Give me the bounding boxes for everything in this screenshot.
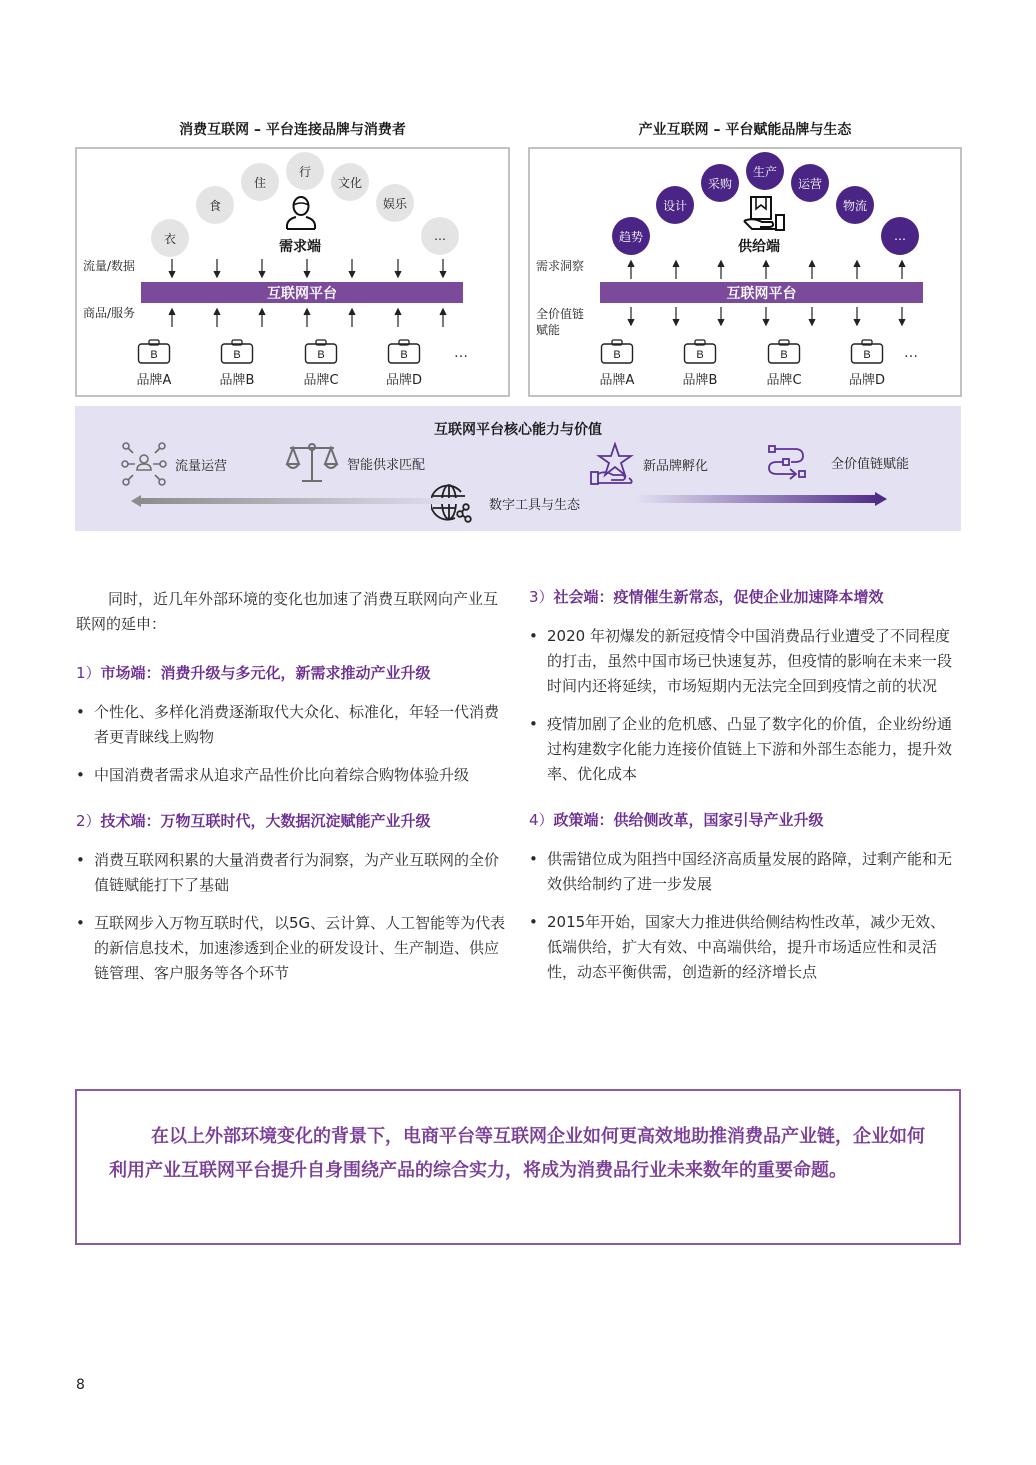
arrow-up-icon xyxy=(897,259,907,279)
svg-text:B: B xyxy=(863,349,871,361)
arrow-up-icon xyxy=(438,307,448,327)
briefcase-icon xyxy=(850,339,884,365)
internet-platform-bar: 互联网平台 xyxy=(600,282,923,303)
bullet-item: • 2015年开始，国家大力推进供给侧结构性改革，减少无效、低端供给，扩大有效、中高端供给，提升市场适应性和灵活性，动态平衡供需，创造新的经济增长点 xyxy=(529,910,959,985)
briefcase-icon xyxy=(387,339,421,365)
svg-text:B: B xyxy=(400,349,408,361)
bullet-item: • 疫情加剧了企业的危机感、凸显了数字化的价值，企业纷纷通过构建数字化能力连接价值链上下游和外部生态能力，提升效率、优化成本 xyxy=(529,712,959,787)
value-chain-circle: 趋势 xyxy=(612,217,650,255)
capability-label: 全价值链赋能 xyxy=(831,456,910,472)
arrow-down-icon xyxy=(626,307,636,327)
brand-label: 品牌D xyxy=(848,373,885,388)
brand-label: 品牌D xyxy=(385,373,422,388)
brand-item xyxy=(207,339,267,388)
bullet-item: • 消费互联网积累的大量消费者行为洞察，为产业互联网的全价值链赋能打下了基础 xyxy=(76,848,506,898)
category-circle: 住 xyxy=(241,163,279,201)
brand-item xyxy=(837,339,897,388)
capability-label: 数字工具与生态 xyxy=(489,497,581,513)
capability-label: 流量运营 xyxy=(175,458,228,474)
left-text-column xyxy=(76,587,506,986)
category-circle: 衣 xyxy=(151,219,189,257)
section-heading-market: 1）市场端：消费升级与多元化，新需求推动产业升级 xyxy=(76,664,431,682)
arrow-down-icon xyxy=(212,259,222,279)
arrow-down-icon xyxy=(347,259,357,279)
section-heading-social: 3）社会端：疫情催生新常态，促使企业加速降本增效 xyxy=(529,588,884,606)
arrow-down-icon xyxy=(852,307,862,327)
svg-text:B: B xyxy=(317,349,325,361)
value-chain-circle: 生产 xyxy=(746,152,784,190)
consumer-diagram-title: 消费互联网 – 平台连接品牌与消费者 xyxy=(179,122,406,138)
arrow-down-icon xyxy=(167,259,177,279)
value-chain-circle: 运营 xyxy=(791,164,829,202)
arrow-up-icon xyxy=(347,307,357,327)
demand-side-label: 需求端 xyxy=(279,239,321,255)
bullet-item: • 个性化、多样化消费逐渐取代大众化、标准化，年轻一代消费者更青睐线上购物 xyxy=(76,700,506,750)
arrow-down-icon xyxy=(897,307,907,327)
value-chain-label-line2: 赋能 xyxy=(536,323,561,337)
left-gradient-arrow xyxy=(131,495,461,507)
capability-traffic-ops xyxy=(121,442,227,486)
callout-text: 在以上外部环境变化的背景下，电商平台等互联网企业如何更高效地助推消费品产业链，企业如何利用产业互联网平台提升自身围绕产品的综合实力，将成为消费品行业未来数年的重要命题。 xyxy=(109,1126,925,1181)
bullet-item: • 互联网步入万物互联时代，以5G、云计算、人工智能等为代表的新信息技术，加速渗透到企业的研发设计、生产制造、供应链管理、客户服务等各个环节 xyxy=(76,911,506,986)
svg-text:B: B xyxy=(150,349,158,361)
value-chain-circle: 设计 xyxy=(656,186,694,224)
arrow-down-icon xyxy=(257,259,267,279)
arrow-up-icon xyxy=(671,259,681,279)
arrow-up-icon xyxy=(761,259,771,279)
capability-full-value-chain xyxy=(767,444,909,480)
arrow-down-icon xyxy=(761,307,771,327)
arrow-up-icon xyxy=(393,307,403,327)
right-text-column xyxy=(529,574,959,985)
core-capabilities-panel xyxy=(75,406,961,531)
svg-text:B: B xyxy=(613,349,621,361)
consumer-diagram xyxy=(75,147,510,397)
internet-platform-bar: 互联网平台 xyxy=(141,282,463,303)
balance-scale-icon xyxy=(285,442,339,484)
arrow-down-icon xyxy=(438,259,448,279)
arrow-up-icon xyxy=(626,259,636,279)
arrow-down-icon xyxy=(716,307,726,327)
brand-label: 品牌B xyxy=(219,373,255,388)
category-circle: 文化 xyxy=(331,163,369,201)
brand-label: 品牌C xyxy=(303,373,339,388)
svg-text:B: B xyxy=(696,349,704,361)
capability-label: 智能供求匹配 xyxy=(347,457,426,473)
conclusion-callout xyxy=(75,1089,961,1245)
brand-item xyxy=(291,339,351,388)
page-number: 8 xyxy=(76,1377,85,1393)
value-chain-label xyxy=(536,306,584,338)
brand-item xyxy=(124,339,184,388)
arrow-up-icon xyxy=(212,307,222,327)
arrow-down-icon xyxy=(393,259,403,279)
industrial-diagram-title: 产业互联网 – 平台赋能品牌与生态 xyxy=(638,122,852,138)
section-heading-policy: 4）政策端：供给侧改革，国家引导产业升级 xyxy=(529,811,824,829)
industrial-diagram xyxy=(528,147,962,397)
briefcase-icon xyxy=(767,339,801,365)
right-gradient-arrow xyxy=(635,492,887,506)
brand-item xyxy=(587,339,647,388)
network-people-icon xyxy=(121,442,167,486)
core-capabilities-title: 互联网平台核心能力与价值 xyxy=(434,422,602,438)
brand-item xyxy=(670,339,730,388)
arrow-down-icon xyxy=(671,307,681,327)
section-heading-tech: 2）技术端：万物互联时代，大数据沉淀赋能产业升级 xyxy=(76,812,431,830)
category-circle: 食 xyxy=(196,186,234,224)
value-chain-circle: … xyxy=(881,217,919,255)
more-brands-ellipsis: … xyxy=(904,345,919,361)
brand-label: 品牌B xyxy=(682,373,718,388)
demand-insight-label: 需求洞察 xyxy=(536,259,585,273)
intro-paragraph: 同时，近几年外部环境的变化也加速了消费互联网向产业互联网的延申： xyxy=(76,590,499,633)
flow-path-icon xyxy=(767,444,811,480)
briefcase-icon xyxy=(220,339,254,365)
capability-supply-demand-match xyxy=(285,442,425,484)
brand-label: 品牌A xyxy=(599,373,635,388)
briefcase-icon xyxy=(600,339,634,365)
capability-new-brand-incubation xyxy=(589,442,708,486)
arrow-up-icon xyxy=(716,259,726,279)
arrow-up-icon xyxy=(852,259,862,279)
brand-label: 品牌A xyxy=(136,373,172,388)
value-chain-circle: 物流 xyxy=(836,186,874,224)
bullet-item: • 中国消费者需求从追求产品性价比向着综合购物体验升级 xyxy=(76,763,506,788)
bullet-item: • 2020 年初爆发的新冠疫情令中国消费品行业遭受了不同程度的打击，虽然中国市场已快速复苏，但疫情的影响在未来一段时间内还将延续，市场短期内无法完全回到疫情之前的状况 xyxy=(529,624,959,699)
arrow-up-icon xyxy=(302,307,312,327)
arrow-down-icon xyxy=(807,307,817,327)
goods-services-label: 商品/服务 xyxy=(83,306,136,320)
value-chain-circle: 采购 xyxy=(701,164,739,202)
star-hand-icon xyxy=(589,442,635,486)
svg-text:B: B xyxy=(233,349,241,361)
briefcase-icon xyxy=(683,339,717,365)
arrow-up-icon xyxy=(167,307,177,327)
bullet-item: • 供需错位成为阻挡中国经济高质量发展的路障，过剩产能和无效供给制约了进一步发展 xyxy=(529,847,959,897)
hand-box-icon xyxy=(742,195,786,233)
supply-side-label: 供给端 xyxy=(738,239,780,255)
value-chain-label-line1: 全价值链 xyxy=(536,307,585,321)
briefcase-icon xyxy=(304,339,338,365)
more-brands-ellipsis: … xyxy=(454,345,469,361)
category-circle: 行 xyxy=(286,152,324,190)
category-circle: 娱乐 xyxy=(376,184,414,222)
category-circle: … xyxy=(421,217,459,255)
brand-item xyxy=(754,339,814,388)
flow-data-label: 流量/数据 xyxy=(83,259,136,273)
briefcase-icon xyxy=(137,339,171,365)
brand-label: 品牌C xyxy=(766,373,802,388)
capability-label: 新品牌孵化 xyxy=(643,458,709,474)
arrow-down-icon xyxy=(302,259,312,279)
brand-item xyxy=(374,339,434,388)
person-icon xyxy=(284,195,318,231)
arrow-up-icon xyxy=(257,307,267,327)
arrow-up-icon xyxy=(807,259,817,279)
svg-text:B: B xyxy=(780,349,788,361)
